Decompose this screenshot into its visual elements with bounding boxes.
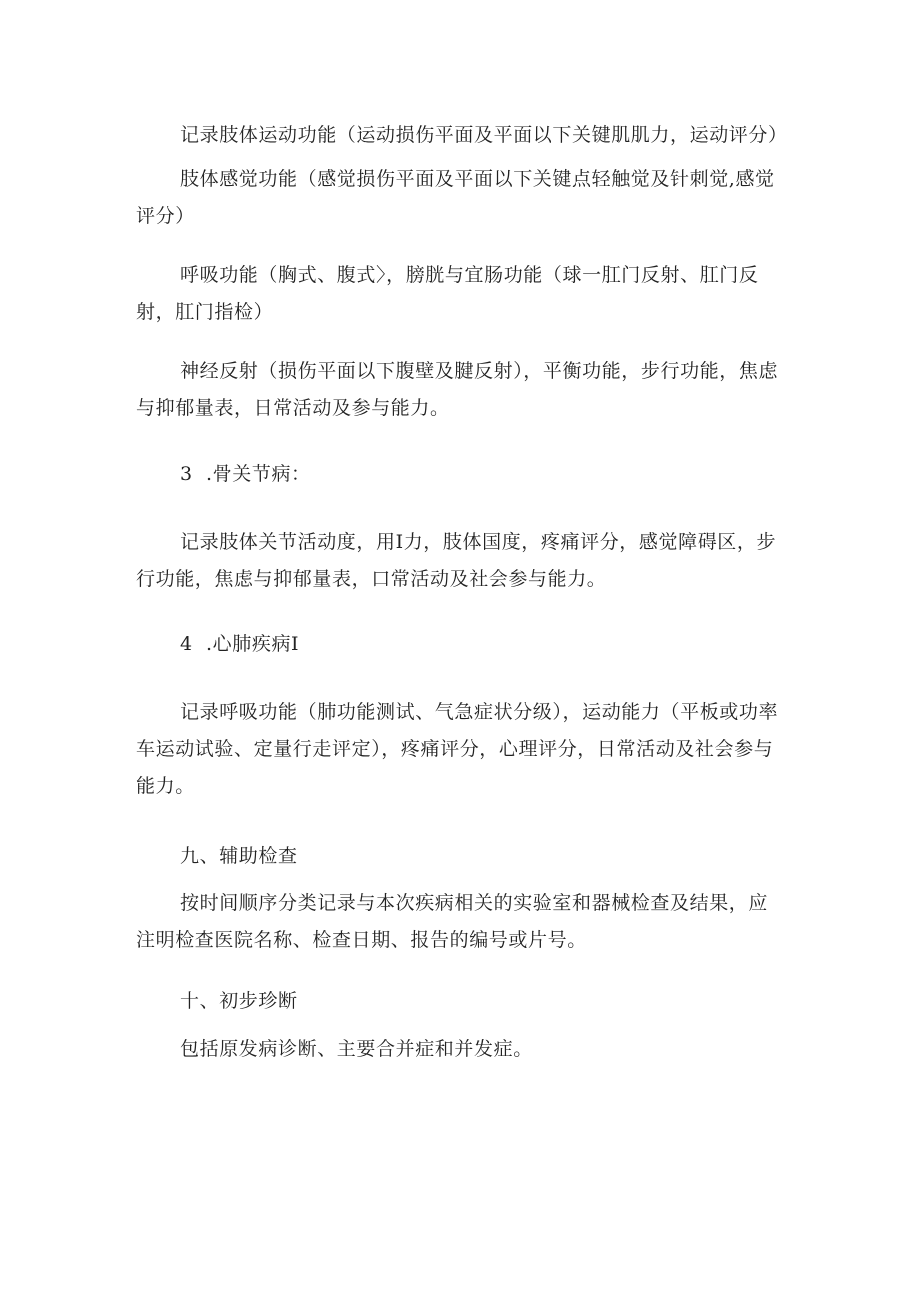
section-4-heading [180, 626, 299, 663]
paragraph-respiratory-bladder: 呼吸功能（胸式、腹式〉，膀胱与宜肠功能（球一肛门反射、肛门反射，肛门指检） [136, 264, 759, 323]
paragraph-preliminary-diagnosis: 包括原发病诊断、主要合并症和并发症。 [180, 1038, 533, 1060]
section-3-title: .骨关节病： [206, 463, 311, 485]
heading-auxiliary-exam: 九、辅助检查 [180, 845, 298, 867]
section-3-heading [180, 456, 311, 493]
section-4-number: 4 [180, 633, 193, 655]
section-3-number: 3 [180, 463, 193, 485]
section-4-title: .心肺疾病I [206, 633, 300, 655]
paragraph-joint-disease: 记录肢体关节活动度，用I力，肢体国度，疼痛评分，感觉障碍区，步行功能，焦虑与抑郁量表，口常活动及社会参与能力。 [136, 531, 777, 590]
paragraph-auxiliary-exam: 按时间顺序分类记录与本次疾病相关的实验室和器械检查及结果，应注明检查医院名称、检查日期、报告的编号或片号。 [136, 892, 769, 951]
paragraph-sensory-function: 肢体感觉功能（感觉损伤平面及平面以下关键点轻触觉及针刺觉,感觉评分） [136, 168, 775, 227]
paragraph-cardiopulmonary: 记录呼吸功能（肺功能测试、气急症状分级），运动能力（平板或功率车运动试验、定量行走评定），疼痛评分，心理评分，日常活动及社会参与能力。 [136, 701, 779, 797]
paragraph-motor-function: 记录肢体运动功能（运动损伤平面及平面以下关键肌肌力，运动评分） [180, 124, 788, 146]
heading-preliminary-diagnosis: 十、初步珍断 [180, 990, 298, 1012]
paragraph-neural-reflex: 神经反射（损伤平面以下腹壁及腱反射），平衡功能，步行功能，焦虑与抑郁量表，日常活动及参与能力。 [136, 360, 779, 419]
